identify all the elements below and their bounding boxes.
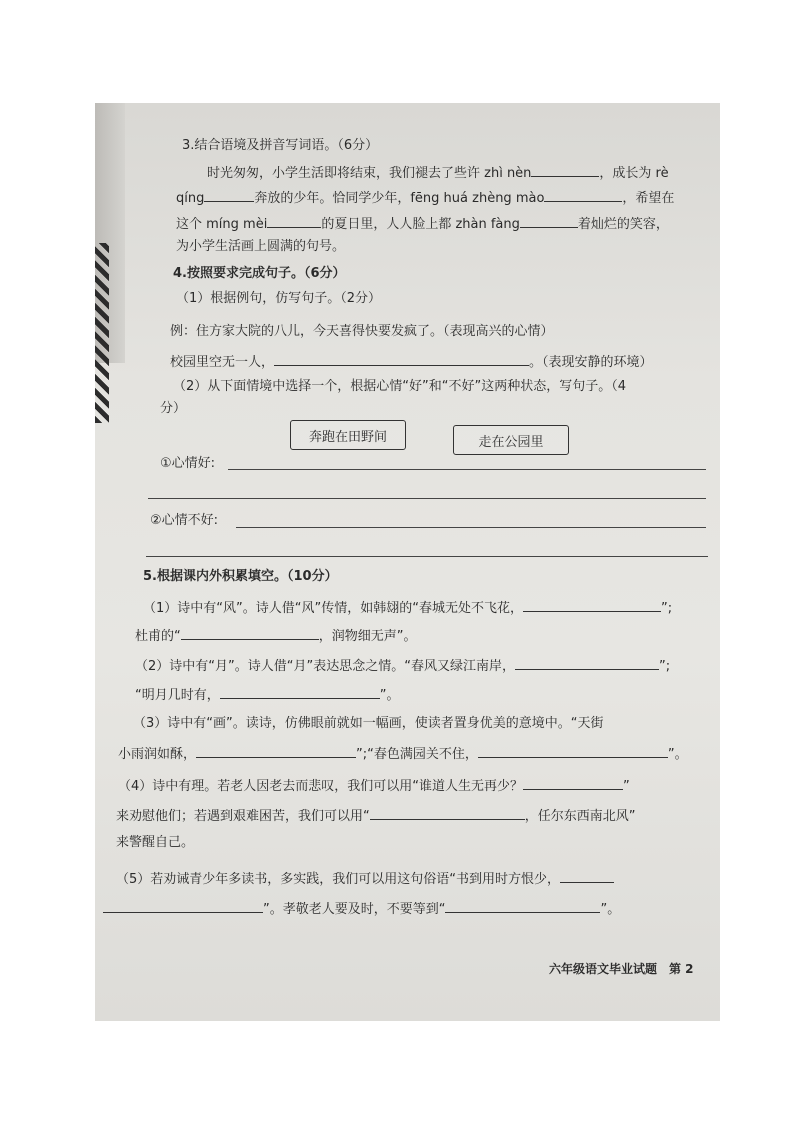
- answer-blank[interactable]: [220, 684, 380, 699]
- q3-line-1: 时光匆匆，小学生活即将结束，我们褪去了些许 zhì nèn ，成长为 rè: [207, 162, 669, 183]
- answer-line[interactable]: [236, 527, 706, 528]
- answer-line[interactable]: [148, 498, 706, 499]
- answer-blank[interactable]: [515, 655, 659, 670]
- answer-blank[interactable]: [274, 351, 529, 366]
- q4-sub2-cont: 分）: [160, 401, 187, 416]
- q4-line: 校园里空无一人， 。（表现安静的环境）: [170, 351, 653, 372]
- q5-item1: （1）诗中有“风”。诗人借“风”传情，如韩翃的“春城无处不飞花， ”;: [143, 597, 672, 618]
- answer-blank[interactable]: [544, 187, 622, 202]
- q3-line-2: qíng 奔放的少年。恰同学少年，fēng huá zhèng mào ，希望在: [176, 187, 674, 208]
- page-footer: 六年级语文毕业试题 第 2: [549, 962, 694, 976]
- q5-item3: （3）诗中有“画”。读诗，仿佛眼前就如一幅画，使读者置身优美的意境中。“天街: [133, 716, 604, 731]
- answer-line[interactable]: [146, 556, 708, 557]
- q5-item5: （5）若劝诫青少年多读书，多实践，我们可以用这句俗语“书到用时方恨少，: [116, 868, 614, 889]
- q4-sub1: （1）根据例句，仿写句子。（2分）: [176, 291, 382, 306]
- q4-example: 例：住方家大院的八儿，今天喜得快要发疯了。（表现高兴的心情）: [170, 324, 554, 339]
- q5-item2: （2）诗中有“月”。诗人借“月”表达思念之情。“春风又绿江南岸， ”;: [135, 655, 670, 676]
- q5-item4-cont: 来劝慰他们；若遇到艰难困苦，我们可以用“ ，任尔东西南北风”: [116, 805, 636, 826]
- answer-blank[interactable]: [103, 898, 263, 913]
- mood-good-label: ①心情好:: [160, 456, 216, 471]
- binding-pattern: [95, 243, 109, 423]
- q4-sub2: （2）从下面情境中选择一个，根据心情“好”和“不好”这两种状态，写句子。（4: [173, 379, 626, 394]
- answer-blank[interactable]: [196, 743, 356, 758]
- answer-blank[interactable]: [204, 187, 254, 202]
- scenario-box-field: 奔跑在田野间: [290, 420, 406, 450]
- q5-item3-cont: 小雨润如酥， ”;“春色满园关不住， ”。: [118, 743, 688, 764]
- mood-bad-label: ②心情不好:: [150, 513, 219, 528]
- q5-item4-end: 来警醒自己。: [116, 835, 195, 850]
- q3-line-4: 为小学生活画上圆满的句号。: [176, 239, 346, 254]
- scenario-box-park: 走在公园里: [453, 425, 569, 455]
- answer-blank[interactable]: [478, 743, 668, 758]
- answer-blank[interactable]: [370, 805, 525, 820]
- answer-blank[interactable]: [181, 625, 319, 640]
- answer-blank[interactable]: [560, 868, 614, 883]
- answer-blank[interactable]: [523, 597, 661, 612]
- q5-title: 5.根据课内外积累填空。（10分）: [143, 569, 338, 584]
- q5-item5-cont: ”。孝敬老人要及时，不要等到“ ”。: [103, 898, 620, 919]
- q5-item4: （4）诗中有理。若老人因老去而悲叹，我们可以用“谁道人生无再少？ ”: [118, 775, 630, 796]
- q5-item2-cont: “明月几时有， ”。: [135, 684, 400, 705]
- answer-blank[interactable]: [531, 162, 599, 177]
- answer-line[interactable]: [228, 469, 706, 470]
- q4-title: 4.按照要求完成句子。（6分）: [173, 266, 346, 281]
- answer-blank[interactable]: [267, 213, 321, 228]
- q5-item1-cont: 杜甫的“ ，润物细无声”。: [135, 625, 417, 646]
- answer-blank[interactable]: [520, 213, 578, 228]
- q3-title: 3.结合语境及拼音写词语。（6分）: [182, 138, 379, 153]
- answer-blank[interactable]: [445, 898, 600, 913]
- answer-blank[interactable]: [523, 775, 623, 790]
- q3-line-3: 这个 míng mèi 的夏日里，人人脸上都 zhàn fàng 着灿烂的笑容，: [176, 213, 669, 234]
